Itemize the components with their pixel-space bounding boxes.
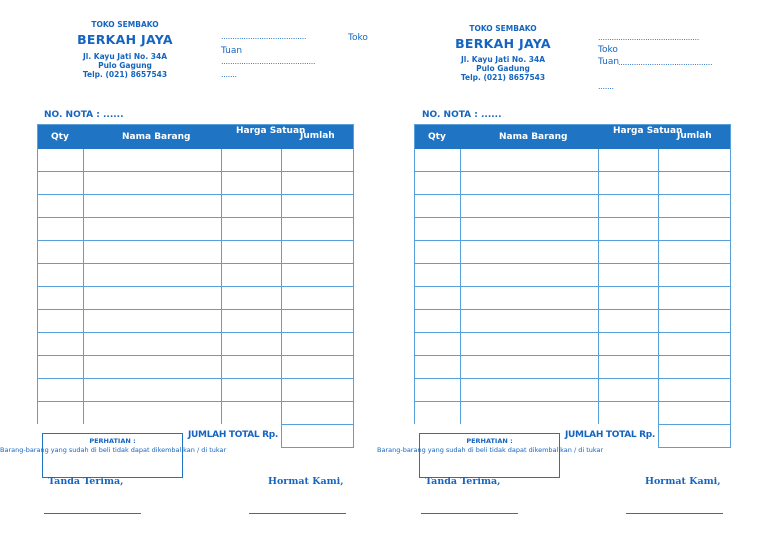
col-jumlah: Jumlah bbox=[677, 131, 712, 141]
col-nama-barang: Nama Barang bbox=[122, 132, 191, 142]
table-row-line bbox=[415, 355, 731, 356]
hormat-kami-signature-line[interactable] bbox=[249, 513, 346, 514]
table-row-line bbox=[38, 171, 354, 172]
table-row-line bbox=[415, 194, 731, 195]
tanda-terima-signature-line[interactable] bbox=[44, 513, 141, 514]
table-row-line bbox=[415, 171, 731, 172]
table-row-line bbox=[38, 263, 354, 264]
store-name: BERKAH JAYA bbox=[455, 36, 551, 51]
tuan-field[interactable]: .......................................... bbox=[221, 57, 316, 66]
table-row-line bbox=[415, 217, 731, 218]
perhatian-text: Barang-barang yang sudah di beli tidak dapat dikembalikan / di tukar bbox=[377, 446, 604, 454]
col-nama-barang: Nama Barang bbox=[499, 132, 568, 142]
nota-right bbox=[377, 0, 761, 543]
table-row-line bbox=[415, 332, 731, 333]
table-row-line bbox=[415, 378, 731, 379]
store-address: Jl. Kayu Jati No. 34A bbox=[460, 55, 546, 64]
tanda-terima: Tanda Terima, bbox=[425, 476, 501, 487]
table-row-line bbox=[38, 332, 354, 333]
total-label: JUMLAH TOTAL Rp. bbox=[565, 430, 656, 440]
perhatian-title: PERHATIAN : bbox=[466, 437, 513, 445]
perhatian-box bbox=[419, 433, 560, 478]
table-row-line bbox=[38, 401, 354, 402]
tanda-terima-signature-line[interactable] bbox=[421, 513, 518, 514]
table-header bbox=[38, 125, 354, 149]
table-row-line bbox=[38, 309, 354, 310]
store-address: Jl. Kayu Jati No. 34A bbox=[82, 52, 168, 61]
store-type: TOKO SEMBAKO bbox=[91, 20, 159, 29]
table-row-line bbox=[415, 401, 731, 402]
col-qty: Qty bbox=[428, 132, 446, 142]
table-column-line bbox=[353, 125, 354, 424]
col-jumlah: Jumlah bbox=[300, 131, 335, 141]
items-table bbox=[414, 124, 731, 424]
table-row-line bbox=[415, 286, 731, 287]
table-row-line bbox=[38, 378, 354, 379]
total-value-box[interactable] bbox=[658, 424, 731, 448]
table-row-line bbox=[415, 240, 731, 241]
nota-number: NO. NOTA : ...... bbox=[422, 110, 502, 120]
table-row-line bbox=[38, 194, 354, 195]
col-qty: Qty bbox=[51, 132, 69, 142]
store-area: Pulo Gadung bbox=[476, 64, 530, 73]
col-harga-satuan: Harga Satuan bbox=[613, 126, 683, 136]
table-row-line bbox=[38, 355, 354, 356]
total-value-box[interactable] bbox=[281, 424, 354, 448]
toko-field[interactable]: ............................................. bbox=[598, 33, 699, 42]
table-column-line bbox=[730, 125, 731, 424]
extra-field[interactable]: ....... bbox=[221, 70, 237, 79]
extra-field[interactable]: ....... bbox=[598, 82, 614, 91]
hormat-kami: Hormat Kami, bbox=[645, 476, 721, 487]
col-harga-satuan: Harga Satuan bbox=[236, 126, 306, 136]
hormat-kami-signature-line[interactable] bbox=[626, 513, 723, 514]
toko-label: Toko bbox=[598, 45, 618, 55]
tuan-label: Tuan bbox=[221, 46, 243, 56]
table-row-line bbox=[38, 286, 354, 287]
store-name: BERKAH JAYA bbox=[77, 32, 173, 47]
items-table bbox=[37, 124, 354, 424]
nota-number: NO. NOTA : ...... bbox=[44, 110, 124, 120]
toko-label: Toko bbox=[348, 33, 368, 43]
table-row-line bbox=[38, 240, 354, 241]
perhatian-box bbox=[42, 433, 183, 478]
store-area: Pulo Gagung bbox=[98, 61, 152, 70]
hormat-kami: Hormat Kami, bbox=[268, 476, 344, 487]
table-row-line bbox=[415, 263, 731, 264]
table-header bbox=[415, 125, 731, 149]
store-phone: Telp. (021) 8657543 bbox=[82, 70, 168, 79]
tuan-field[interactable]: .......................................... bbox=[618, 58, 713, 67]
perhatian-text: Barang-barang yang sudah di beli tidak dapat dikembalikan / di tukar bbox=[0, 446, 227, 454]
store-phone: Telp. (021) 8657543 bbox=[460, 73, 546, 82]
total-label: JUMLAH TOTAL Rp. bbox=[188, 430, 279, 440]
toko-field[interactable]: ...................................... bbox=[221, 32, 307, 41]
table-row-line bbox=[415, 309, 731, 310]
tuan-label: Tuan bbox=[598, 57, 620, 67]
table-row-line bbox=[38, 217, 354, 218]
tanda-terima: Tanda Terima, bbox=[48, 476, 124, 487]
store-type: TOKO SEMBAKO bbox=[469, 24, 537, 33]
perhatian-title: PERHATIAN : bbox=[89, 437, 136, 445]
